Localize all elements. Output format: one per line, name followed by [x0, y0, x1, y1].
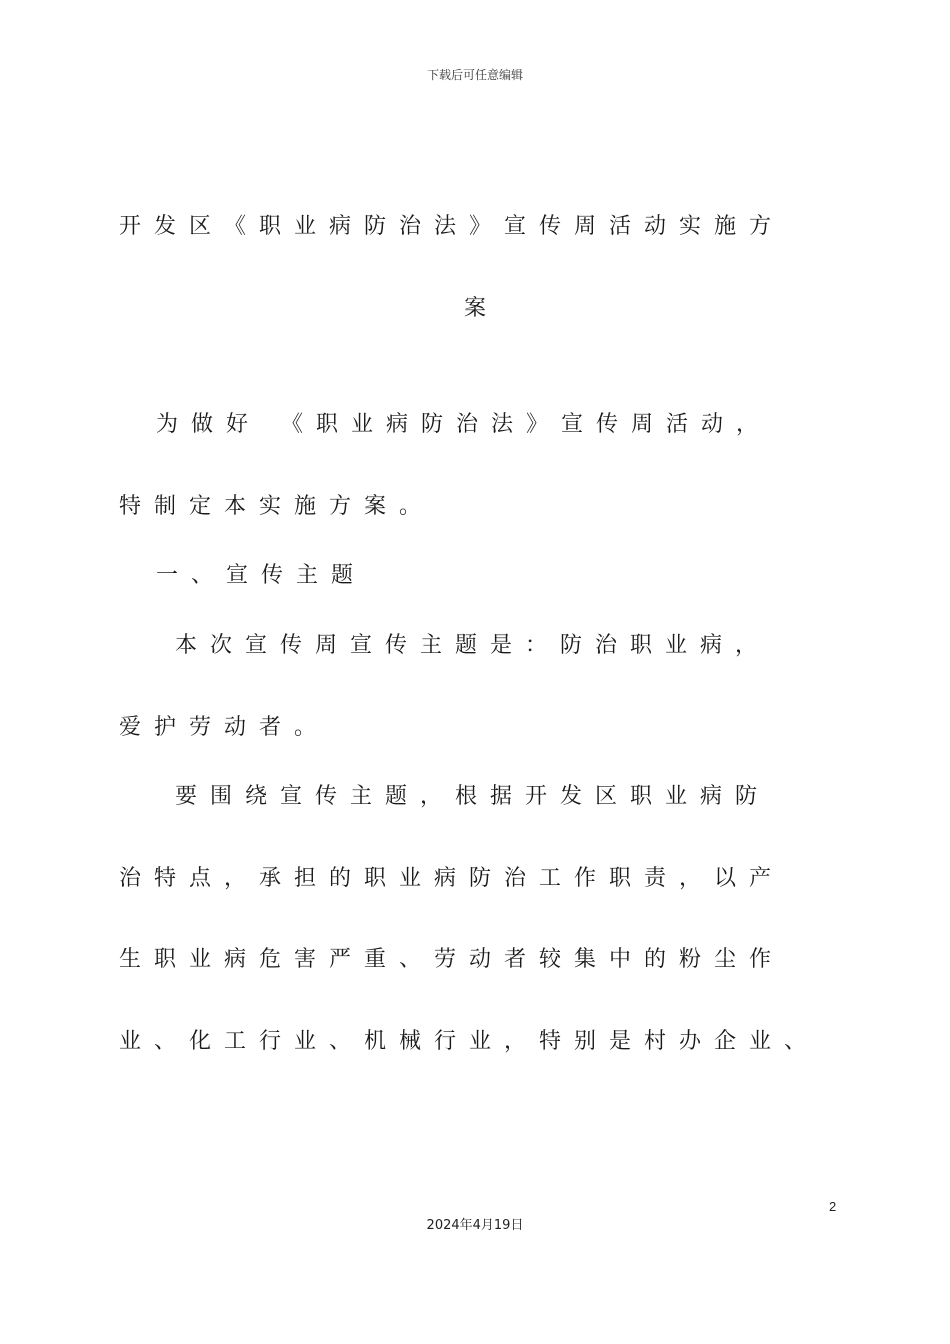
page-number: 2 — [829, 1199, 837, 1214]
document-title-line-2: 案 — [463, 296, 486, 321]
paragraph-line: 为做好 《职业病防治法》宣传周活动， — [156, 412, 771, 437]
paragraph-line: 特制定本实施方案。 — [119, 494, 435, 519]
paragraph-line: 本次宣传周宣传主题是：防治职业病， — [175, 633, 771, 658]
footer-date: 2024年4月19日 — [426, 1218, 524, 1233]
paragraph-line: 生职业病危害严重、劳动者较集中的粉尘作 — [119, 947, 785, 972]
paragraph-line: 业、化工行业、机械行业，特别是村办企业、 — [119, 1029, 820, 1054]
document-title-line-1: 开发区《职业病防治法》宣传周活动实施方 — [119, 214, 785, 239]
header-note: 下载后可任意编辑 — [426, 68, 523, 82]
paragraph-line: 要围绕宣传主题，根据开发区职业病防 — [175, 784, 771, 809]
section-heading: 一、宣传主题 — [156, 563, 367, 588]
paragraph-line: 治特点，承担的职业病防治工作职责，以产 — [119, 866, 785, 891]
paragraph-line: 爱护劳动者。 — [119, 715, 330, 740]
